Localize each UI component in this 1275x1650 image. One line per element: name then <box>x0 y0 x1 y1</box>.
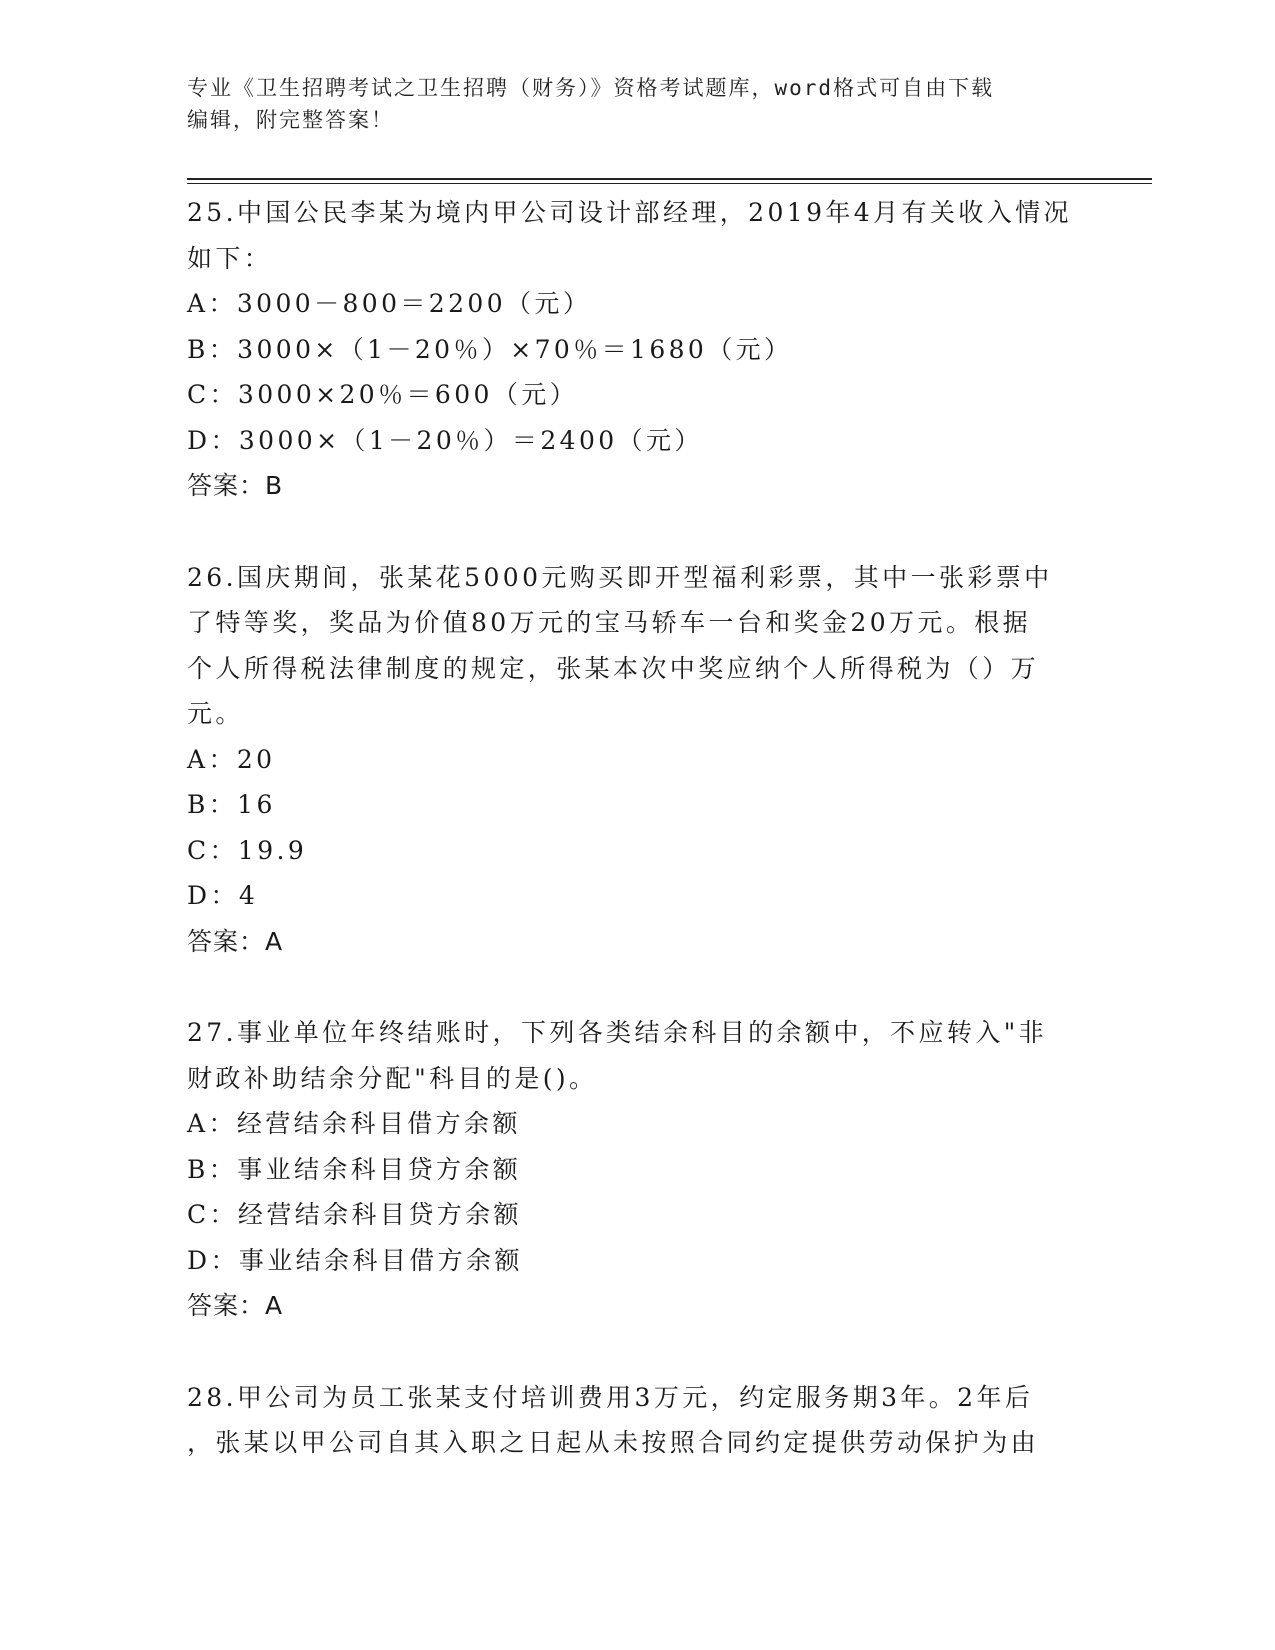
option-d: D：3000×（1－20％）＝2400（元） <box>187 425 703 455</box>
question-text-line: 如下： <box>187 243 273 273</box>
option-c: C：3000×20％＝600（元） <box>187 380 579 409</box>
question-text-line: 28.甲公司为员工张某支付培训费用3万元，约定服务期3年。2年后 <box>187 1382 1034 1412</box>
question-text-line: 27.事业单位年终结账时，下列各类结余科目的余额中，不应转入"非 <box>187 1018 1048 1047</box>
question-text-line: 元。 <box>187 699 244 728</box>
option-c: C：19.9 <box>187 835 308 865</box>
question-list <box>187 190 1087 1512</box>
document-header <box>187 72 1087 136</box>
question-25 <box>187 190 1087 509</box>
option-a: A：20 <box>187 744 276 774</box>
header-rule-thick <box>187 178 1152 180</box>
question-28 <box>187 1375 1087 1466</box>
option-b: B：事业结余科目贷方余额 <box>187 1154 522 1184</box>
answer: 答案：A <box>187 926 284 956</box>
question-text-line: 了特等奖，奖品为价值80万元的宝马轿车一台和奖金20万元。根据 <box>187 608 1032 637</box>
option-b: B：16 <box>187 790 276 819</box>
answer: 答案：B <box>187 471 284 500</box>
header-line-1: 专业《卫生招聘考试之卫生招聘（财务）》资格考试题库，word格式可自由下载 <box>187 76 995 100</box>
option-a: A：经营结余科目借方余额 <box>187 1109 521 1138</box>
option-b: B：3000×（1－20％）×70％＝1680（元） <box>187 334 793 364</box>
answer: 答案：A <box>187 1291 284 1320</box>
header-rule-thin <box>187 183 1152 184</box>
question-text-line: 个人所得税法律制度的规定，张某本次中奖应纳个人所得税为（）万 <box>187 653 1040 683</box>
option-a: A：3000－800＝2200（元） <box>187 289 592 318</box>
question-27 <box>187 1010 1087 1329</box>
question-text-line: 财政补助结余分配"科目的是()。 <box>187 1063 598 1093</box>
header-line-2: 编辑，附完整答案！ <box>187 108 394 132</box>
question-26 <box>187 555 1087 965</box>
question-text-line: 26.国庆期间，张某花5000元购买即开型福利彩票，其中一张彩票中 <box>187 562 1053 592</box>
question-text-line: ，张某以甲公司自其入职之日起从未按照合同约定提供劳动保护为由 <box>187 1428 1040 1457</box>
option-d: D：事业结余科目借方余额 <box>187 1245 523 1275</box>
option-d: D：4 <box>187 881 259 910</box>
question-text-line: 25.中国公民李某为境内甲公司设计部经理，2019年4月有关收入情况 <box>187 198 1072 227</box>
option-c: C：经营结余科目贷方余额 <box>187 1200 522 1229</box>
